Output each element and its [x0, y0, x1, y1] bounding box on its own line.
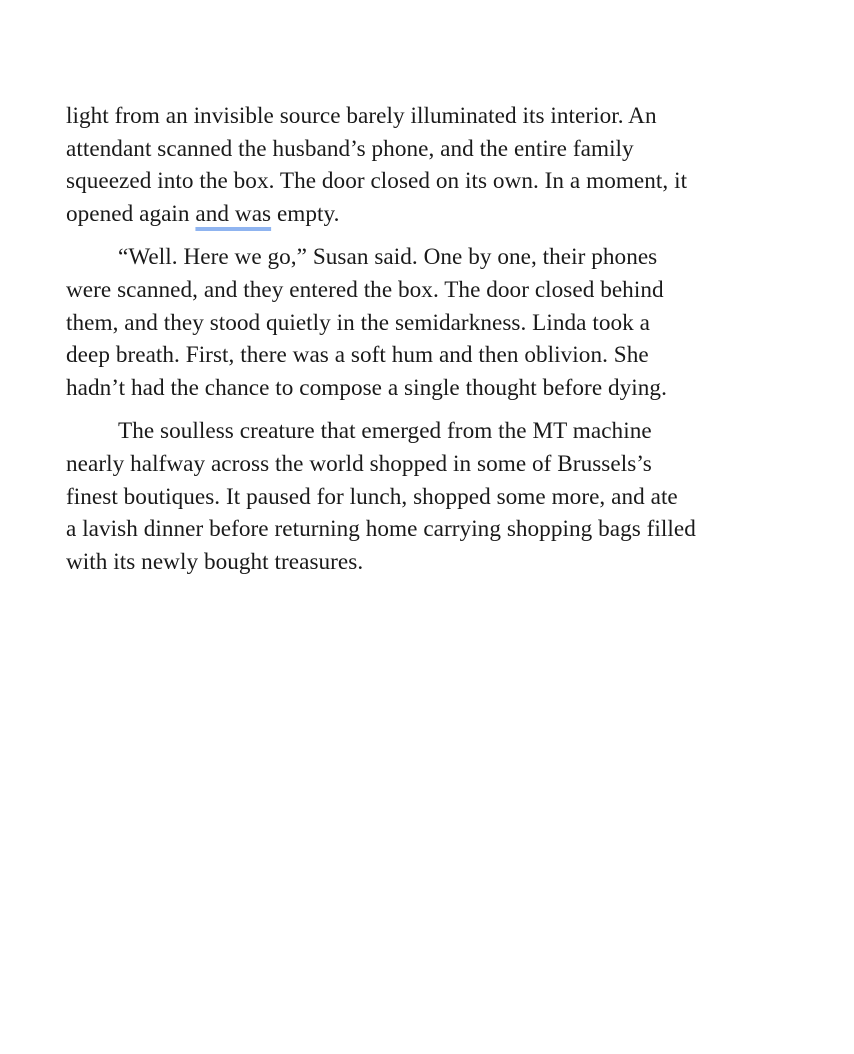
- paragraph-2: [66, 241, 778, 404]
- text-line: [66, 198, 778, 231]
- text-line: deep breath. First, there was a soft hum and then oblivion. She: [66, 342, 649, 369]
- document-page: [66, 100, 778, 589]
- text-line: a lavish dinner before returning home carrying shopping bags filled: [66, 516, 696, 543]
- text-segment: opened again: [66, 200, 196, 227]
- text-line: were scanned, and they entered the box. The door closed behind: [66, 276, 664, 303]
- text-line: “Well. Here we go,” Susan said. One by one, their phones: [118, 244, 658, 271]
- text-line: The soulless creature that emerged from the MT machine: [118, 418, 652, 445]
- paragraph-3: [66, 415, 778, 578]
- text-line: squeezed into the box. The door closed on its own. In a moment, it: [66, 168, 688, 195]
- paragraph-1: [66, 100, 778, 230]
- text-line: light from an invisible source barely illuminated its interior. An: [66, 103, 657, 129]
- text-line: attendant scanned the husband’s phone, and the entire family: [66, 135, 634, 162]
- text-line: finest boutiques. It paused for lunch, shopped some more, and ate: [66, 483, 678, 510]
- text-line: hadn’t had the chance to compose a single thought before dying.: [66, 374, 667, 401]
- text-line: them, and they stood quietly in the semidarkness. Linda took a: [66, 309, 650, 336]
- text-line: with its newly bought treasures.: [66, 548, 364, 575]
- text-segment: empty.: [271, 200, 340, 227]
- text-line: nearly halfway across the world shopped in some of Brussels’s: [66, 450, 652, 477]
- highlighted-text[interactable]: and was: [195, 200, 272, 227]
